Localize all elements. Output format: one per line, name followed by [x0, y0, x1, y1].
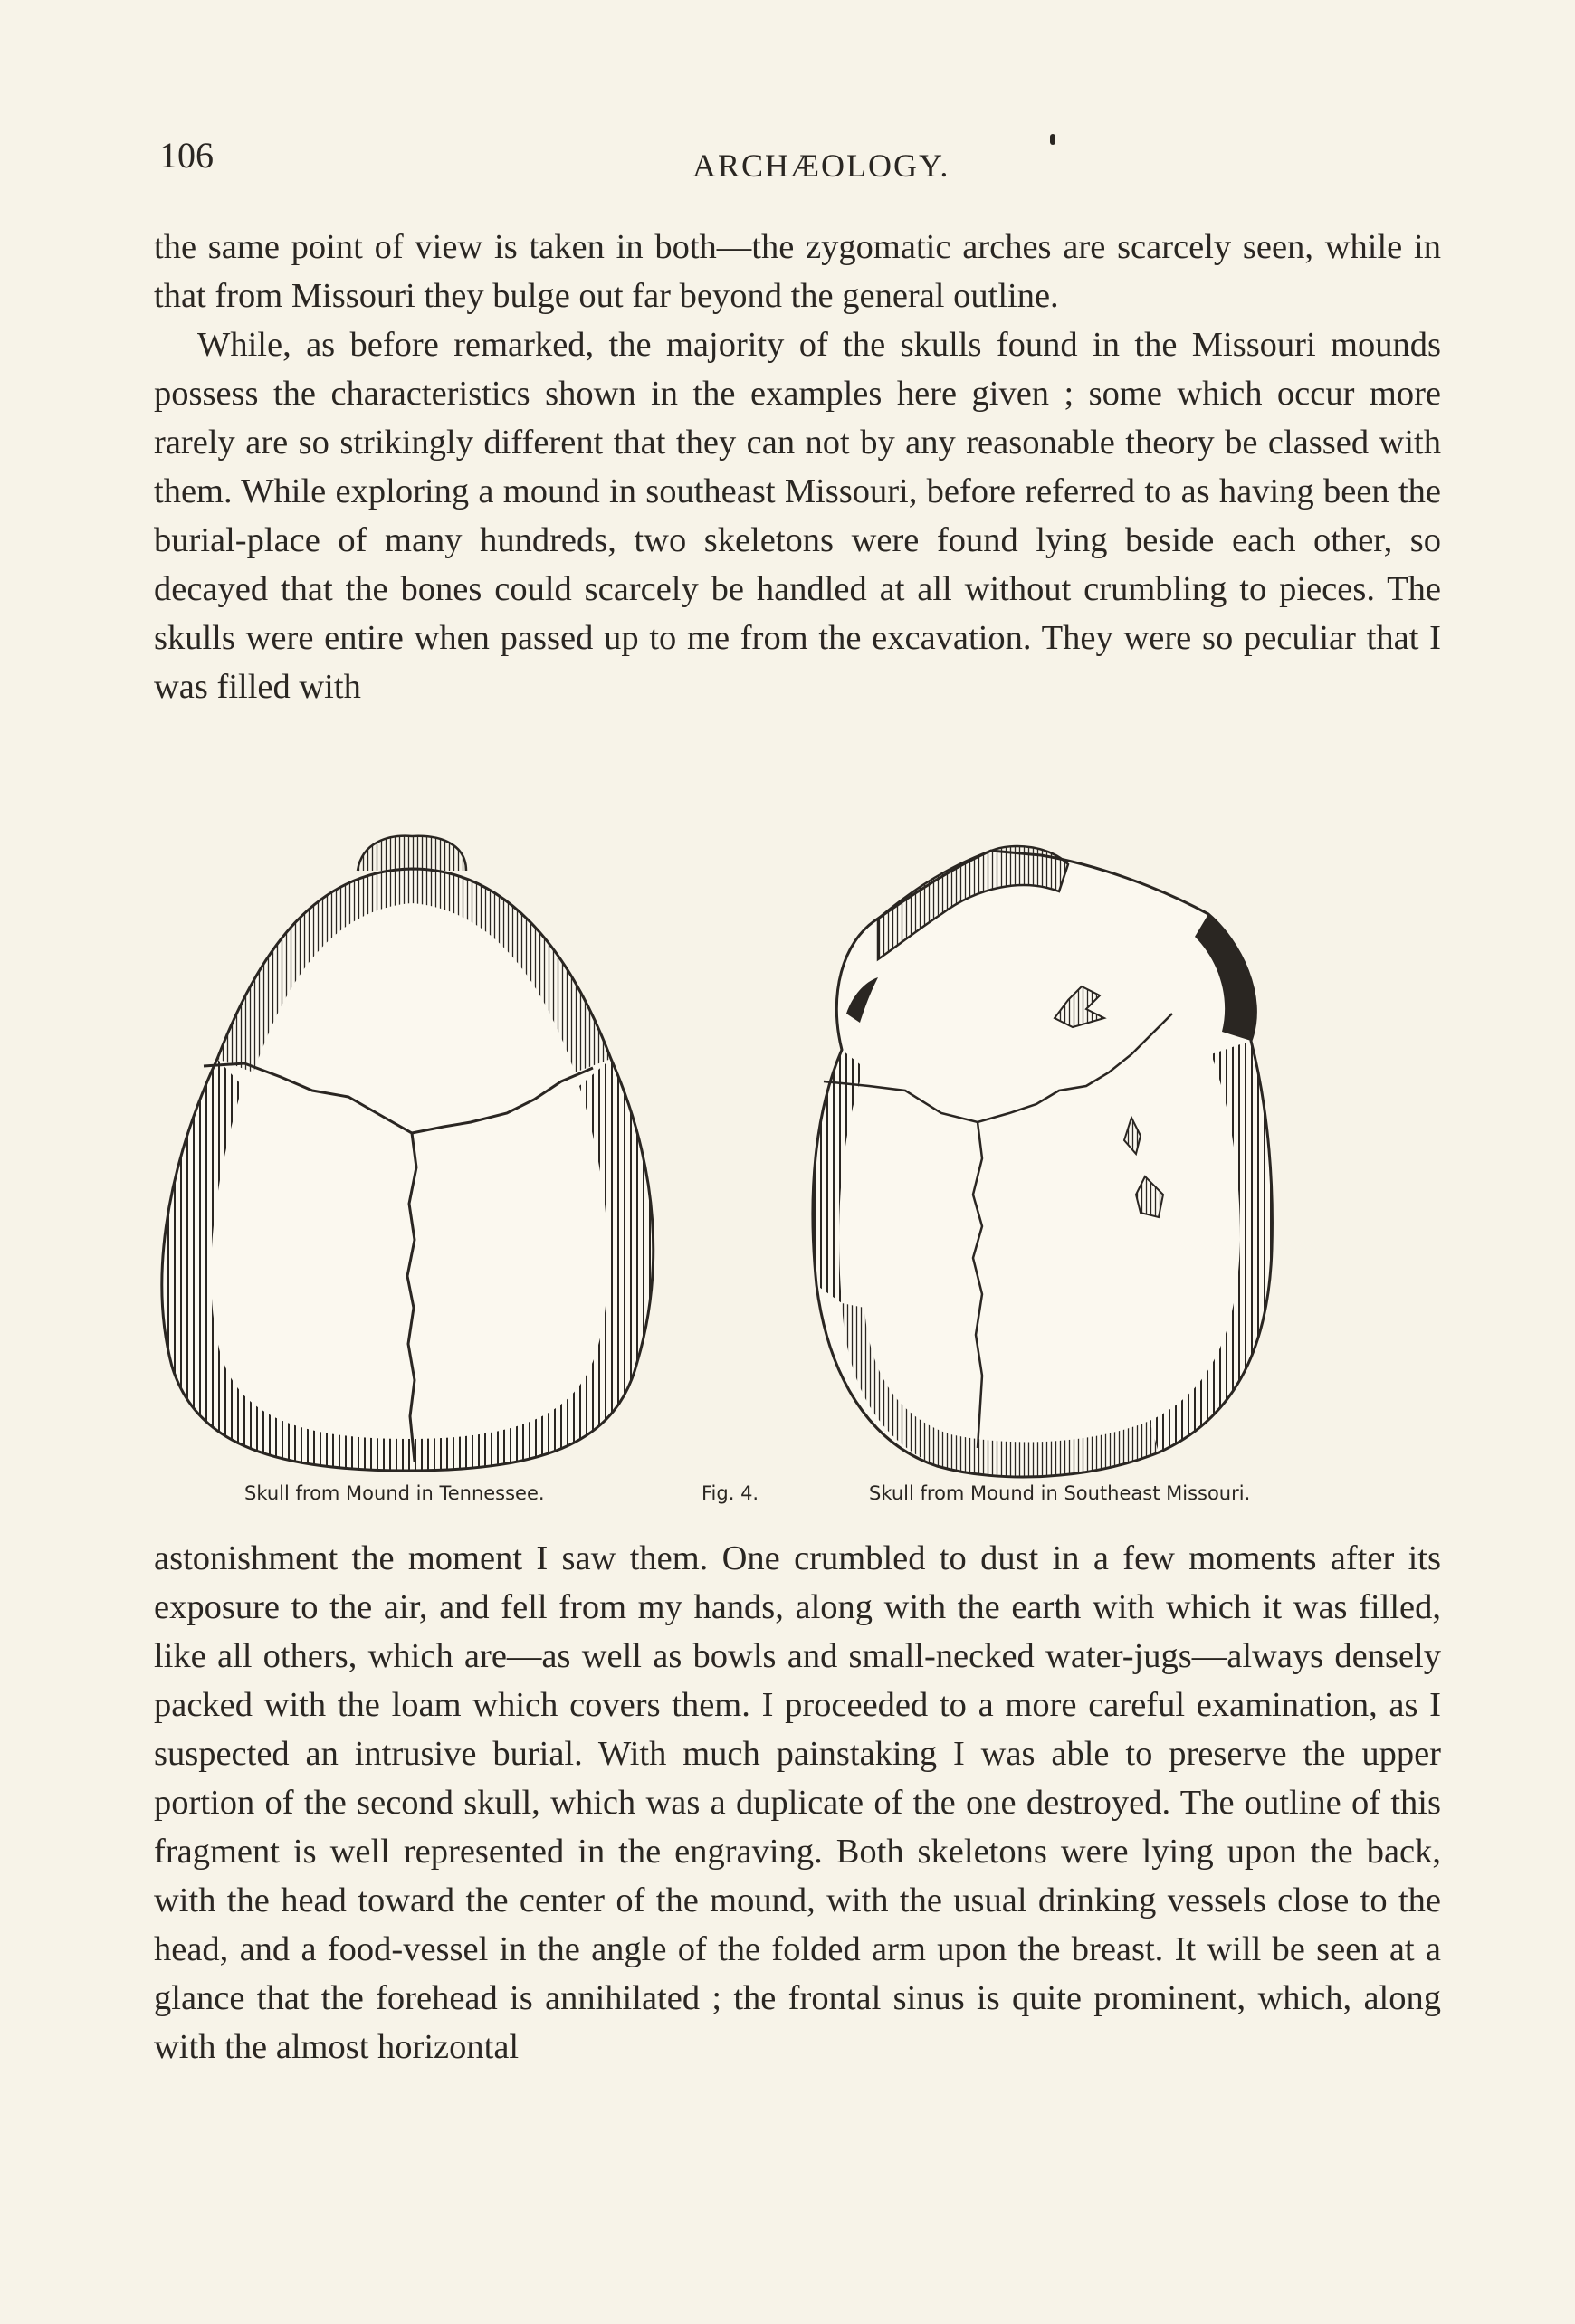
caption-tennessee: Skull from Mound in Tennessee.: [244, 1482, 545, 1504]
figure-4: [154, 814, 1441, 1520]
paragraph-majority-skulls: While, as before remarked, the majority of the skulls found in the Missouri mounds possess the characteristics shown in the examples here given ; some which occur more rarely are so strikingly different that they can not by any reasonable theory be classed with them. While exploring a mound in southeast Missouri, before referred to as having been the burial-place of many hundreds, two skeletons were found lying beside each other, so decayed that the bones could scarcely be handled at all without crumbling to pieces. The skulls were entire when passed up to me from the excavation. They were so peculiar that I was filled with: [154, 326, 1441, 706]
running-head: ARCHÆOLOGY.: [692, 148, 950, 184]
skull-southeast-missouri: [813, 846, 1273, 1477]
page-number: 106: [159, 135, 214, 176]
text-block-top: [154, 223, 1441, 711]
paragraph-continued: the same point of view is taken in both—the zygomatic arches are scarcely seen, while in that from Missouri they bulge out far beyond the general outline.: [154, 228, 1441, 315]
ink-speck: [1050, 134, 1055, 145]
caption-figure-number: Fig. 4.: [702, 1482, 759, 1504]
paragraph-astonishment: astonishment the moment I saw them. One crumbled to dust in a few moments after its exposure to the air, and fell from my hands, along with the earth with which it was filled, like all others, which are—as well as bowls and small-necked water-jugs—always densely packed with the loam which covers them. I proceeded to a more careful examination, as I suspected an intrusive burial. With much painstaking I was able to preserve the upper portion of the second skull, which was a duplicate of the one destroyed. The outline of this fragment is well represented in the engraving. Both skeletons were lying upon the back, with the head toward the center of the mound, with the usual drinking vessels close to the head, and a food-vessel in the angle of the folded arm upon the breast. It will be seen at a glance that the forehead is annihilated ; the frontal sinus is quite prominent, which, along with the almost horizontal: [154, 1539, 1441, 2066]
skull-tennessee: [162, 836, 654, 1471]
skull-illustrations: [154, 814, 1441, 1520]
caption-missouri: Skull from Mound in Southeast Missouri.: [869, 1482, 1251, 1504]
text-block-bottom: [154, 1534, 1441, 2072]
